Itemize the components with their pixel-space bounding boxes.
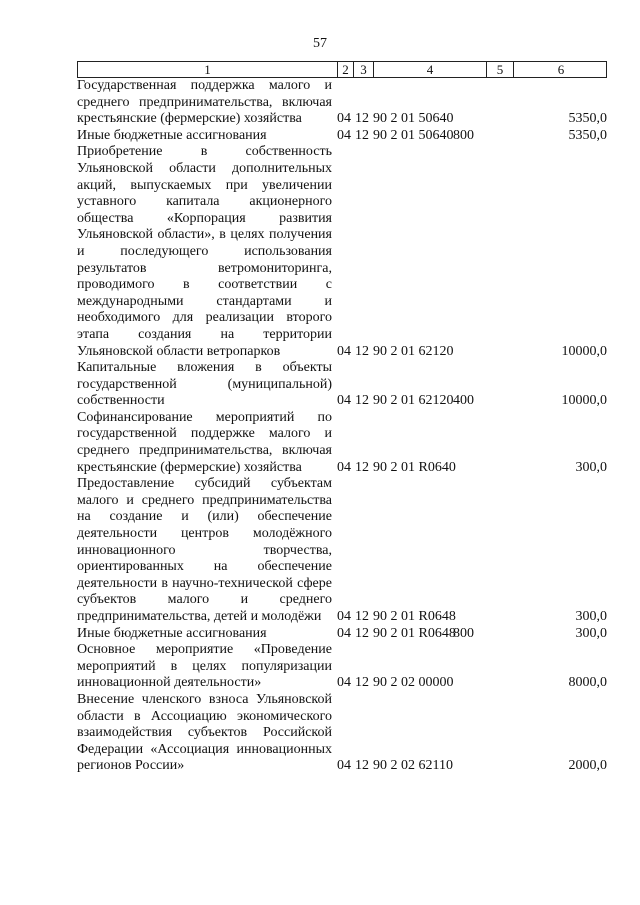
header-col-6: 6 [513,62,608,77]
row-amount: 2000,0 [568,758,607,774]
row-name: Государственная поддержка малого и среднего предпринимательства, включая крестьянские (фермерские) хозяйства [77,78,332,127]
row-csr: 90 2 01 62120 [373,393,454,409]
row-codes [334,393,607,410]
row-csr: 90 2 02 62110 [373,758,453,774]
row-pr: 12 [355,127,369,143]
header-col-2: 2 [337,62,353,77]
row-name: Внесение членского взноса Ульяновской области в Ассоциацию экономического взаимодействия субъектов Российской Федерации «Ассоциация инновационных регионов России» [77,691,332,774]
table-row [77,128,607,145]
row-codes [334,460,607,477]
row-codes [334,758,607,775]
row-pr: 12 [355,758,369,774]
budget-table [77,61,607,775]
row-rz: 04 [337,459,351,475]
row-vr [453,344,491,361]
row-csr: 90 2 02 00000 [373,675,454,691]
row-amount: 300,0 [575,625,607,641]
table-row [77,476,607,625]
row-codes [334,344,607,361]
row-pr: 12 [355,459,369,475]
row-pr: 12 [355,675,369,691]
row-csr: 90 2 01 62120 [373,343,454,359]
table-row [77,410,607,476]
row-vr [453,460,491,477]
table-row [77,78,607,128]
row-vr [453,609,491,626]
row-vr [453,758,491,775]
row-amount: 300,0 [575,459,607,475]
table-header [77,61,607,78]
row-codes [334,675,607,692]
row-rz: 04 [337,393,351,409]
row-rz: 04 [337,609,351,624]
page-number: 57 [313,36,327,51]
row-vr: 400 [453,393,474,409]
row-rz: 04 [337,111,351,127]
row-vr [453,111,491,128]
row-name: Приобретение в собственность Ульяновской области дополнительных акций, выпускаемых при увеличении уставного капитала акционерного общества «Корпорация развития Ульяновской области», в целях получения и последующего использования результатов ветромониторинга, проводимого в соответствии с международными стандартами и необходимого для реализации второго этапа создания на территории Ульяновской области ветропарков [77,144,332,359]
table-body [77,78,607,775]
row-name: Софинансирование мероприятий по государственной поддержке малого и среднего предпринимательства, включая крестьянские (фермерские) хозяйства [77,409,332,475]
row-rz: 04 [337,343,351,359]
row-csr: 90 2 01 50640 [373,111,454,127]
row-name: Иные бюджетные ассигнования [77,127,267,143]
row-rz: 04 [337,675,351,691]
row-csr: 90 2 01 R0648 [373,625,456,641]
row-pr: 12 [355,111,369,127]
row-amount: 300,0 [575,609,607,624]
table-row [77,626,607,643]
row-amount: 8000,0 [568,675,607,691]
row-codes [334,609,607,626]
row-codes [334,626,607,643]
row-name: Капитальные вложения в объекты государственной (муниципальной) собственности [77,360,332,409]
row-codes [334,111,607,128]
row-pr: 12 [355,609,369,624]
row-rz: 04 [337,758,351,774]
row-amount: 5350,0 [568,111,607,127]
row-vr: 800 [453,625,474,641]
row-csr: 90 2 01 50640 [373,127,454,143]
row-pr: 12 [355,625,369,641]
row-rz: 04 [337,625,351,641]
row-csr: 90 2 01 R0648 [373,609,456,624]
row-amount: 5350,0 [568,127,607,143]
header-col-4: 4 [373,62,486,77]
row-pr: 12 [355,343,369,359]
row-name: Иные бюджетные ассигнования [77,625,267,641]
table-row [77,360,607,410]
header-col-1: 1 [204,62,211,77]
row-amount: 10000,0 [561,343,607,359]
row-csr: 90 2 01 R0640 [373,459,456,475]
table-row [77,144,607,360]
header-col-3: 3 [353,62,373,77]
table-row [77,692,607,775]
row-rz: 04 [337,127,351,143]
row-name: Предоставление субсидий субъектам малого и среднего предпринимательства на создание и (или) обеспечение деятельности центров молодёжного инновационного творчества, ориентированных на обеспечение деятельности в научно-технической сфере субъектов малого и среднего предпринимательства, детей и молодёжи [77,476,332,624]
header-col-5: 5 [486,62,513,77]
row-codes [334,128,607,145]
row-amount: 10000,0 [561,393,607,409]
row-vr: 800 [453,127,474,143]
table-row [77,642,607,692]
row-pr: 12 [355,393,369,409]
row-vr [453,675,491,692]
row-name: Основное мероприятие «Проведение мероприятий в целях популяризации инновационной деятельности» [77,642,332,691]
